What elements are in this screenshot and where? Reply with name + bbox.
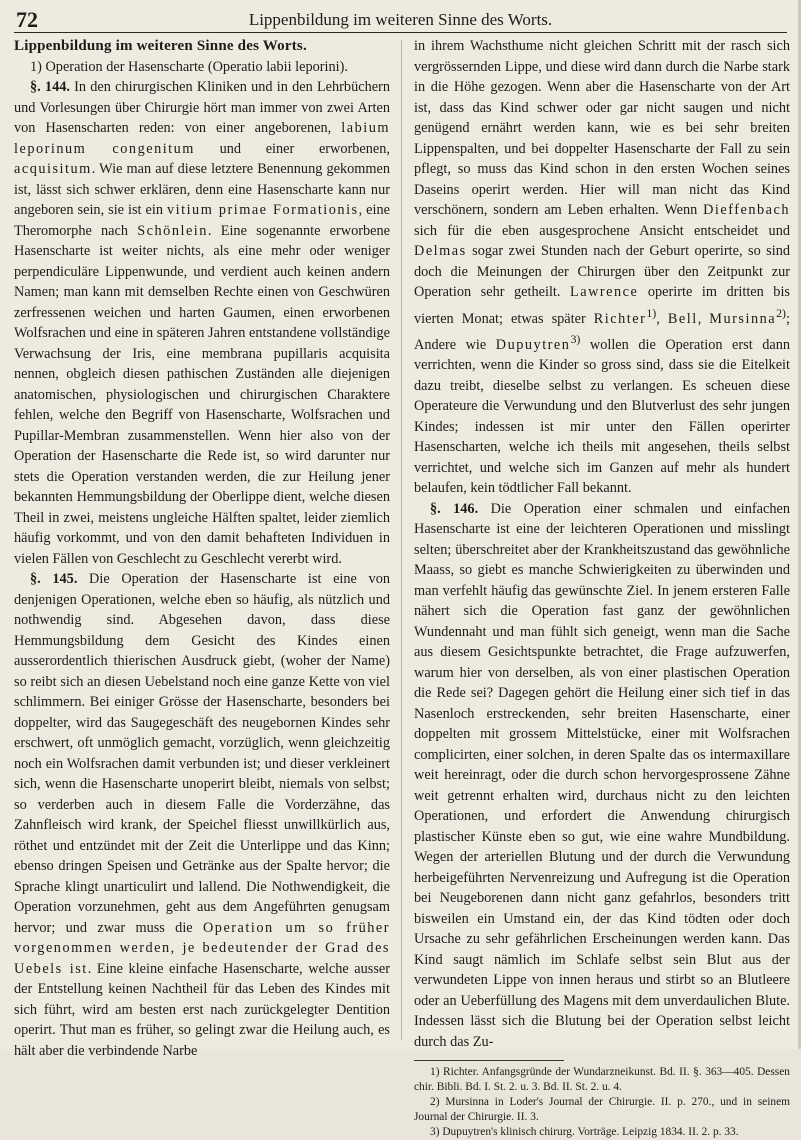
paragraph-144: §. 144. In den chirurgischen Kliniken und in den Lehrbüchern und Vorlesungen über Chirurgie hört man immer von zwei Arten von Hasenscharten reden: von einer angeborenen, labium leporinum congenitum und einer erworbenen, acquisitum. Wie man auf diese letztere Benennung gekommen ist, lässt sich schwer erklären, denn eine Hasenscharte kann nur angeboren sein, sie ist ein vitium primae Formationis, eine Theromorphe nach Schönlein. Eine sogenannte erworbene Hasenscharte ist weiter nichts, als eine mehr oder weniger perpendiculäre Lippenwunde, und verdient auch keinen andern Namen; man kann mit demselben Rechte einen von Geschwüren zerfressenen weichen und harten Gaumen, einen erworbenen Wolfsrachen und eine in späteren Jahren entstandene vollständige Verwachsung der Iris, eine membrana pupillaris acquisita nennen, obgleich diesen pathischen Zuständen alle diejenigen anatomischen, physiologischen und chirurgischen Charaktere fehlen, welche den Begriff von Hasenscharte, Wolfsrachen und Pupillar-Membran zusammenstellen. Wenn hier also von der Operation der Hasenscharte die Rede ist, so wird darunter nur stets die Operation verstanden werden, die zur Heilung jener bekannten Hemmungsbildung der Oberlippe dient, welche diesen Theil in zwei, meistens ungleiche Hälften spaltet, leider ziemlich häufig vorkommt, und von den damit behafteten Individuen in vielen Fällen von Geschlecht zu Geschlecht vererbt wird.: [14, 79, 390, 567]
latin-term: vitium primae Formationis: [166, 202, 359, 218]
paragraph-mark: §. 145.: [30, 571, 78, 587]
paragraph-146: §. 146. Die Operation einer schmalen und einfachen Hasenscharte ist eine der leichteren Operationen und misslingt selten; überschreitet aber der Krankheitszustand das gewöhnliche Maass, so giebt es manche Schwierigkeiten zu überwinden und man verfehlt häufig das gewünschte Ziel. In jenem ersteren Falle nähert sich die Operation fast ganz der gewöhnlichen Wundennaht und man fühlt sich geneigt, wenn man die Sache aus diesem Gesichtspunkte betrachtet, die Frage aufzuwerfen, warum hier von derselben, als von einer plastischen Operation die Rede sei? Dagegen gehört die Heilung einer sich tief in das Nasenloch erstreckenden, sehr breiten Hasenscharte, einer doppelten mit grossem Mittelstücke, einer mit Wolfsrachen complicirten, einer solchen, in deren Spalte das os intermaxillare weit hereinragt, oder die durch schon hervorgesprossene Zähne weit getrennt erhalten wird, durchaus nicht zu den leichten Operationen, und erfordert die Anwendung chirurgisch plastischer Künste eben so gut, wie eine wahre Mundbildung. Wegen der arteriellen Blutung und der durch die Verwundung herbeigeführten Nervenreizung und Aufregung ist die Operation bei Neugeborenen dann nicht ganz gefahrlos, besonders tritt bisweilen ein Umstand ein, der das Kind tödten oder doch Ursache zu sehr gefährlichen Erscheinungen werden kann. Das Kind saugt nämlich im Schlafe selbst sein Blut aus der verwundeten Lippe von innen heraus und stirbt so an Blutleere oder an Ueberfüllung des Magens mit dem unverdaulichen Blute. Indessen lässt sich die Blutung bei der Operation selbst leicht durch das Zu-: [414, 500, 790, 1050]
section-title: Lippenbildung im weiteren Sinne des Worts.: [14, 38, 307, 54]
footnote-rule: [414, 1060, 564, 1061]
paragraph-145-continued: in ihrem Wachsthume nicht gleichen Schritt mit der rasch sich vergrössernden Lippe, und diese wird dann durch die Narbe stark in die Höhe gezogen. Wenn aber die Hasenscharte von der Art ist, dass das Kind schwer oder gar nicht saugen und nicht genügend ernährt werden kann, wie es bei sehr breiten Lippenspalten, und bei doppelter Hasenscharte der Fall zu sein pflegt, so muss das Kind schon in den ersten Wochen seines Daseins operirt werden. Hier will man nicht das Kind verschönern, sondern am Leben erhalten. Wenn Dieffenbach sich für die eben ausgesprochene Ansicht entscheidet und Delmas sogar zwei Stunden nach der Geburt operirte, so sind doch die Meinungen der Chirurgen über den Zeitpunkt zur Operation sehr getheilt. Lawrence operirte im dritten bis vierten Monat; etwas später Richter$^{1)}$, Bell, Mursinna$^{2)}$; Andere wie Dupuytren$^{3)}$ wollen die Operation erst dann verrichten, wenn die Kinder so gross sind, dass sie die Eitelkeit dazu treibt, dieselbe selbst zu verlangen. Es scheuen diese Operateure die Verwundung und den Blutverlust des sehr jungen Kindes; indessen ist mir unter den Fällen operirter Hasenscharten, welche ich theils mit angesehen, theils selbst verrichtet, und welche sich im Ganzen auf mehr als hundert belaufen, kein tödtlicher Fall bekannt.: [414, 38, 790, 497]
latin-term: labium leporinum congenitum: [14, 120, 390, 157]
author-name: Richter: [593, 310, 647, 327]
author-name: Schönlein: [137, 222, 208, 239]
footnote-ref: 2): [776, 305, 787, 320]
paragraph-mark: §. 146.: [430, 500, 479, 517]
author-name: Delmas: [414, 243, 467, 259]
emphasis: Operation um so früher vorgenommen werden, je bedeutender der Grad des Uebels ist: [14, 919, 390, 977]
latin-term: acquisitum: [14, 161, 92, 177]
author-name: Dieffenbach: [703, 202, 790, 218]
footnote-ref: 3): [570, 331, 581, 346]
footnotes: [414, 1065, 790, 1140]
paragraph-145: §. 145. Die Operation der Hasenscharte ist eine von denjenigen Operationen, welche eben so häufig, als nützlich und nothwendig sind. Abgesehen davon, dass diese Hemmungsbildung dem Gesicht des Kindes einen ausserordentlich thierischen Ausdruck giebt, (woher der Name) so reibt sich an diesen Uebelstand noch eine ganze Kette von viel schlimmern. Bei einiger Grösse der Hasenscharte, besonders bei doppelter, wird das Saugegeschäft des neugebornen Kindes sehr erschwert, oft unmöglich gemacht, vorzüglich, wenn gleichzeitig noch ein Wolfsrachen damit verbunden ist; und dieser verkleinert sich, wenn die Hasenscharte unoperirt bleibt, niemals von selbst; so verderben auch in diesem Falle die Vorderzähne, das Zahnfleisch wird krank, der Speichel fliesst unwillkürlich aus, röthet und entzündet mit der Zeit die Unterlippe und das Kinn; ebenso dringen Speisen und Getränke aus der Spalte hervor; die Sprache klingt unarticulirt und lallend. Die Nothwendigkeit, die Operation vorzunehmen, geht aus dem Angeführten genugsam hervor; und zwar muss die Operation um so früher vorgenommen werden, je bedeutender der Grad des Uebels ist. Eine kleine einfache Hasenscharte, welche ausser der Entstellung keinen Nachtheil für das Leben des Kindes mit sich führt, wird am besten erst nach zurückgelegter Dentition operirt. Thut man es früher, so gelingt zwar die Heilung auch, es hält aber die verbindende Narbe: [14, 571, 390, 1059]
column-divider: [401, 40, 402, 1040]
left-column: [14, 36, 390, 1061]
subsection-title: 1) Operation der Hasenscharte (Operatio labii leporini).: [30, 58, 348, 75]
running-title: Lippenbildung im weiteren Sinne des Worts.: [248, 10, 553, 29]
footnote: 1) Richter. Anfangsgründe der Wundarzneikunst. Bd. II. §. 363—405. Dessen chir. Bibli. Bd. I. St. 2. u. 3. Bd. II. St. 2. u. 4.: [414, 1066, 790, 1094]
footnote: 2) Mursinna in Loder's Journal der Chirurgie. II. p. 270., und in seinem Journal der Chirurgie. II. 3.: [414, 1096, 790, 1124]
author-name: Mursinna: [709, 310, 777, 327]
author-name: Dupuytren: [495, 336, 571, 353]
page-header: [14, 6, 787, 33]
author-name: Lawrence: [570, 284, 639, 300]
paragraph-mark: §. 144.: [30, 79, 70, 95]
right-column: [414, 36, 790, 1140]
footnote: 3) Dupuytren's klinisch chirurg. Vorträge. Leipzig 1834. II. 2. p. 33.: [430, 1126, 739, 1139]
footnote-ref: 1): [646, 305, 657, 320]
author-name: Bell: [667, 310, 698, 327]
page-number: 72: [16, 7, 38, 32]
